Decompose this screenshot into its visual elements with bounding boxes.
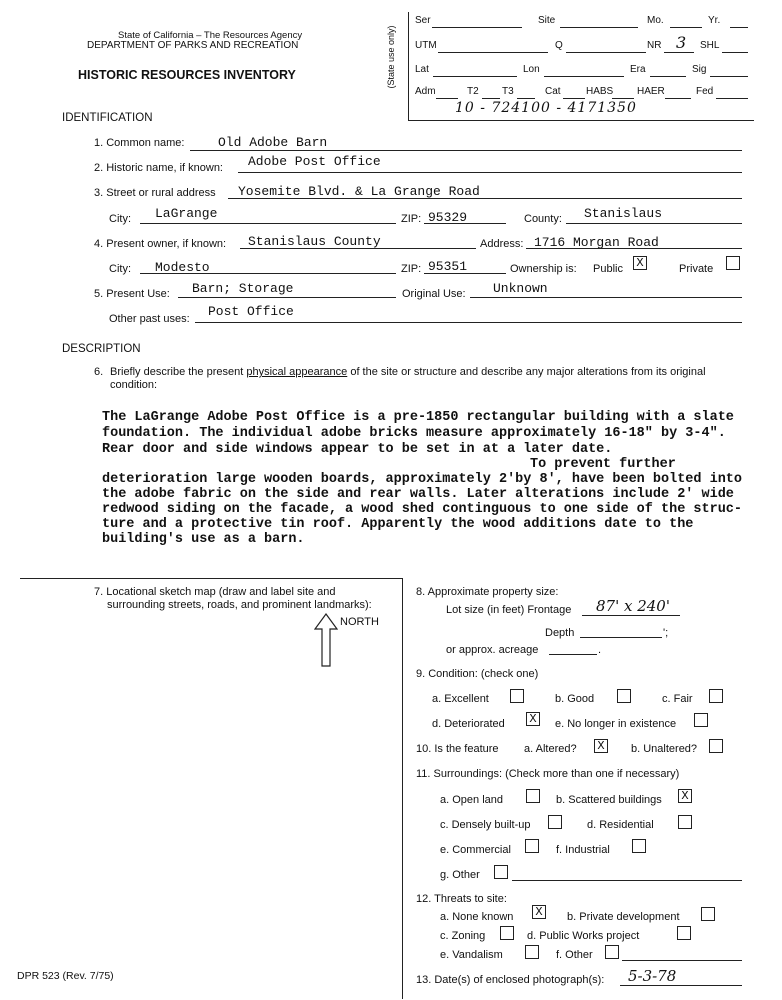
- densely-label: c. Densely built-up: [440, 819, 531, 831]
- sketch-map-box[interactable]: [20, 578, 403, 999]
- sig-field[interactable]: [710, 76, 748, 77]
- haer-field[interactable]: [665, 98, 691, 99]
- street-value[interactable]: Yosemite Blvd. & La Grange Road: [238, 184, 480, 199]
- mo-label: Mo.: [647, 15, 664, 26]
- q-field[interactable]: [566, 52, 646, 53]
- adm-label: Adm: [415, 86, 436, 97]
- deteriorated-label: d. Deteriorated: [432, 718, 505, 730]
- owner-zip-value[interactable]: 95351: [428, 259, 468, 274]
- q8-label: 8. Approximate property size:: [416, 586, 559, 598]
- cat-field[interactable]: [563, 98, 585, 99]
- owner-value[interactable]: Stanislaus County: [248, 234, 381, 249]
- owner-city-label: City:: [109, 263, 131, 275]
- q6-prompt-cont: condition:: [110, 379, 158, 391]
- common-name-value[interactable]: Old Adobe Barn: [218, 135, 328, 150]
- altered-checkbox[interactable]: X: [594, 739, 608, 753]
- public-works-checkbox[interactable]: [677, 926, 691, 940]
- original-use-line: [470, 297, 742, 298]
- historic-name-line: [238, 172, 742, 173]
- nr-field[interactable]: [664, 52, 694, 53]
- cat-label: Cat: [545, 86, 561, 97]
- t2-label: T2: [467, 86, 479, 97]
- ser-label: Ser: [415, 15, 431, 26]
- t3-label: T3: [502, 86, 514, 97]
- other-uses-line: [195, 322, 742, 323]
- fed-label: Fed: [696, 86, 714, 97]
- acreage-field[interactable]: [549, 654, 597, 655]
- site-field[interactable]: [560, 27, 638, 28]
- description-line-3: Rear door and side windows appear to be set in at a later date.: [102, 442, 613, 457]
- era-field[interactable]: [650, 76, 686, 77]
- excellent-checkbox[interactable]: [510, 689, 524, 703]
- habs-field[interactable]: [612, 98, 634, 99]
- lot-size-label: Lot size (in feet) Frontage: [446, 604, 572, 616]
- agency-line: State of California – The Resources Agency: [118, 30, 303, 41]
- lon-label: Lon: [523, 64, 540, 75]
- threats-other-label: f. Other: [556, 949, 593, 961]
- mo-field[interactable]: [670, 27, 702, 28]
- habs-label: HABS: [586, 86, 614, 97]
- street-label: 3. Street or rural address: [94, 187, 216, 199]
- common-name-line: [190, 150, 742, 151]
- shl-field[interactable]: [722, 52, 748, 53]
- surroundings-other-field[interactable]: [512, 880, 742, 881]
- address-label: Address:: [480, 238, 524, 250]
- q-label: Q: [555, 40, 563, 51]
- open-land-label: a. Open land: [440, 794, 503, 806]
- lat-label: Lat: [415, 64, 429, 75]
- q6-number: 6.: [94, 366, 104, 378]
- unaltered-label: b. Unaltered?: [631, 743, 698, 755]
- zip-line: [424, 223, 506, 224]
- city-label: City:: [109, 213, 131, 225]
- threats-other-checkbox[interactable]: [605, 945, 619, 959]
- historic-name-value[interactable]: Adobe Post Office: [248, 154, 381, 169]
- city-line: [140, 223, 396, 224]
- lat-field[interactable]: [433, 76, 517, 77]
- good-checkbox[interactable]: [617, 689, 631, 703]
- sketch-label-2: surrounding streets, roads, and prominent landmarks):: [107, 599, 372, 611]
- description-heading: DESCRIPTION: [62, 343, 141, 355]
- owner-zip-line: [424, 273, 506, 274]
- site-label: Site: [538, 15, 556, 26]
- department-name: DEPARTMENT OF PARKS AND RECREATION: [87, 40, 299, 51]
- owner-city-value[interactable]: Modesto: [155, 260, 210, 275]
- public-checkbox[interactable]: X: [633, 256, 647, 270]
- fed-field[interactable]: [716, 98, 748, 99]
- utm-label: UTM: [415, 40, 437, 51]
- yr-label: Yr.: [708, 15, 721, 26]
- zoning-label: c. Zoning: [440, 930, 486, 942]
- depth-suffix: ';: [663, 627, 669, 639]
- private-checkbox[interactable]: [726, 256, 740, 270]
- north-arrow-icon: [314, 613, 338, 667]
- none-known-label: a. None known: [440, 911, 514, 923]
- public-label: Public: [593, 263, 623, 275]
- description-line-2: foundation. The individual adobe bricks measure approximately 16-18" by 3-4".: [102, 426, 726, 441]
- residential-label: d. Residential: [587, 819, 654, 831]
- description-line-8: ture and a protective tin roof. Apparently the wood additions date to the: [102, 517, 694, 532]
- depth-label: Depth: [545, 627, 575, 639]
- depth-field[interactable]: [580, 637, 662, 638]
- identification-heading: IDENTIFICATION: [62, 112, 153, 124]
- shl-label: SHL: [700, 40, 720, 51]
- t2-field[interactable]: [482, 98, 500, 99]
- yr-field[interactable]: [730, 27, 748, 28]
- common-name-label: 1. Common name:: [94, 137, 185, 149]
- adm-field[interactable]: [436, 98, 458, 99]
- acreage-label: or approx. acreage: [446, 644, 539, 656]
- unaltered-checkbox[interactable]: [709, 739, 723, 753]
- acreage-suffix: .: [598, 644, 602, 656]
- historic-name-label: 2. Historic name, if known:: [94, 162, 223, 174]
- excellent-label: a. Excellent: [432, 693, 489, 705]
- scattered-checkbox[interactable]: X: [678, 789, 692, 803]
- original-use-value[interactable]: Unknown: [493, 281, 548, 296]
- fair-checkbox[interactable]: [709, 689, 723, 703]
- other-uses-value[interactable]: Post Office: [208, 304, 294, 319]
- owner-label: 4. Present owner, if known:: [94, 238, 227, 250]
- surroundings-other-checkbox[interactable]: [494, 865, 508, 879]
- description-line-7: redwood siding on the facade, a wood shed continguous to one side of the struc-: [102, 502, 743, 517]
- public-works-label: d. Public Works project: [527, 930, 640, 942]
- nr-value[interactable]: 3: [676, 33, 687, 52]
- nr-label: NR: [647, 40, 662, 51]
- owner-city-line: [140, 273, 396, 274]
- north-label: NORTH: [340, 616, 379, 628]
- frontage-line: [582, 615, 680, 616]
- sketch-label-1: 7. Locational sketch map (draw and label site and: [94, 586, 336, 598]
- threats-other-field[interactable]: [622, 960, 742, 961]
- ownership-label: Ownership is:: [510, 263, 577, 275]
- t3-field[interactable]: [517, 98, 535, 99]
- description-line-6: the adobe fabric on the side and rear walls. Later alterations include 2' wide: [102, 487, 734, 502]
- commercial-checkbox[interactable]: [525, 839, 539, 853]
- q11-label: 11. Surroundings: (Check more than one if necessary): [416, 768, 680, 780]
- no-longer-label: e. No longer in existence: [555, 718, 677, 730]
- zip-label: ZIP:: [401, 213, 422, 225]
- open-land-checkbox[interactable]: [526, 789, 540, 803]
- deteriorated-checkbox[interactable]: X: [526, 712, 540, 726]
- no-longer-checkbox[interactable]: [694, 713, 708, 727]
- county-line: [566, 223, 742, 224]
- q13-label: 13. Date(s) of enclosed photograph(s):: [416, 974, 605, 986]
- scattered-label: b. Scattered buildings: [556, 794, 662, 806]
- owner-line: [240, 248, 476, 249]
- present-use-label: 5. Present Use:: [94, 288, 170, 300]
- vandalism-label: e. Vandalism: [440, 949, 503, 961]
- private-dev-checkbox[interactable]: [701, 907, 715, 921]
- present-use-line: [178, 297, 396, 298]
- q10-label: 10. Is the feature: [416, 743, 499, 755]
- photo-date-line: [620, 985, 742, 986]
- city-value[interactable]: LaGrange: [155, 206, 218, 221]
- densely-checkbox[interactable]: [548, 815, 562, 829]
- owner-address-value[interactable]: 1716 Morgan Road: [534, 235, 659, 250]
- county-value[interactable]: Stanislaus: [584, 206, 663, 221]
- sig-label: Sig: [692, 64, 707, 75]
- description-line-9: building's use as a barn.: [102, 532, 305, 547]
- zoning-checkbox[interactable]: [500, 926, 514, 940]
- description-line-5: deterioration large wooden boards, approximately 2'by 8', have been bolted into: [102, 472, 743, 487]
- description-line-4: To prevent further: [530, 457, 676, 472]
- utm-field[interactable]: [438, 52, 548, 53]
- lon-field[interactable]: [544, 76, 624, 77]
- none-known-checkbox[interactable]: X: [532, 905, 546, 919]
- q12-label: 12. Threats to site:: [416, 893, 507, 905]
- photo-date-value[interactable]: 5-3-78: [628, 967, 677, 985]
- original-use-label: Original Use:: [402, 288, 466, 300]
- county-label: County:: [524, 213, 562, 225]
- q9-label: 9. Condition: (check one): [416, 668, 539, 680]
- fair-label: c. Fair: [662, 693, 693, 705]
- description-line-1: The LaGrange Adobe Post Office is a pre-1850 rectangular building with a slate: [102, 410, 734, 425]
- owner-address-line: [526, 248, 742, 249]
- present-use-value[interactable]: Barn; Storage: [192, 281, 294, 296]
- haer-label: HAER: [637, 86, 665, 97]
- industrial-checkbox[interactable]: [632, 839, 646, 853]
- private-label: Private: [679, 263, 714, 275]
- handwritten-code: 10 - 724100 - 4171350: [455, 100, 637, 116]
- altered-label: a. Altered?: [524, 743, 577, 755]
- owner-zip-label: ZIP:: [401, 263, 422, 275]
- residential-checkbox[interactable]: [678, 815, 692, 829]
- zip-value[interactable]: 95329: [428, 210, 468, 225]
- state-use-label: (State use only): [386, 25, 396, 89]
- industrial-label: f. Industrial: [556, 844, 610, 856]
- era-label: Era: [630, 64, 646, 75]
- other-uses-label: Other past uses:: [109, 313, 190, 325]
- commercial-label: e. Commercial: [440, 844, 511, 856]
- q6-prompt: Briefly describe the present physical appearance of the site or structure and describe any major alterations from its original: [110, 366, 706, 378]
- private-dev-label: b. Private development: [567, 911, 680, 923]
- vandalism-checkbox[interactable]: [525, 945, 539, 959]
- frontage-value[interactable]: 87' x 240': [596, 597, 670, 615]
- form-id: DPR 523 (Rev. 7/75): [17, 970, 114, 982]
- street-line: [228, 198, 742, 199]
- form-title: HISTORIC RESOURCES INVENTORY: [78, 68, 296, 82]
- good-label: b. Good: [555, 693, 595, 705]
- surroundings-other-label: g. Other: [440, 869, 480, 881]
- ser-field[interactable]: [432, 27, 522, 28]
